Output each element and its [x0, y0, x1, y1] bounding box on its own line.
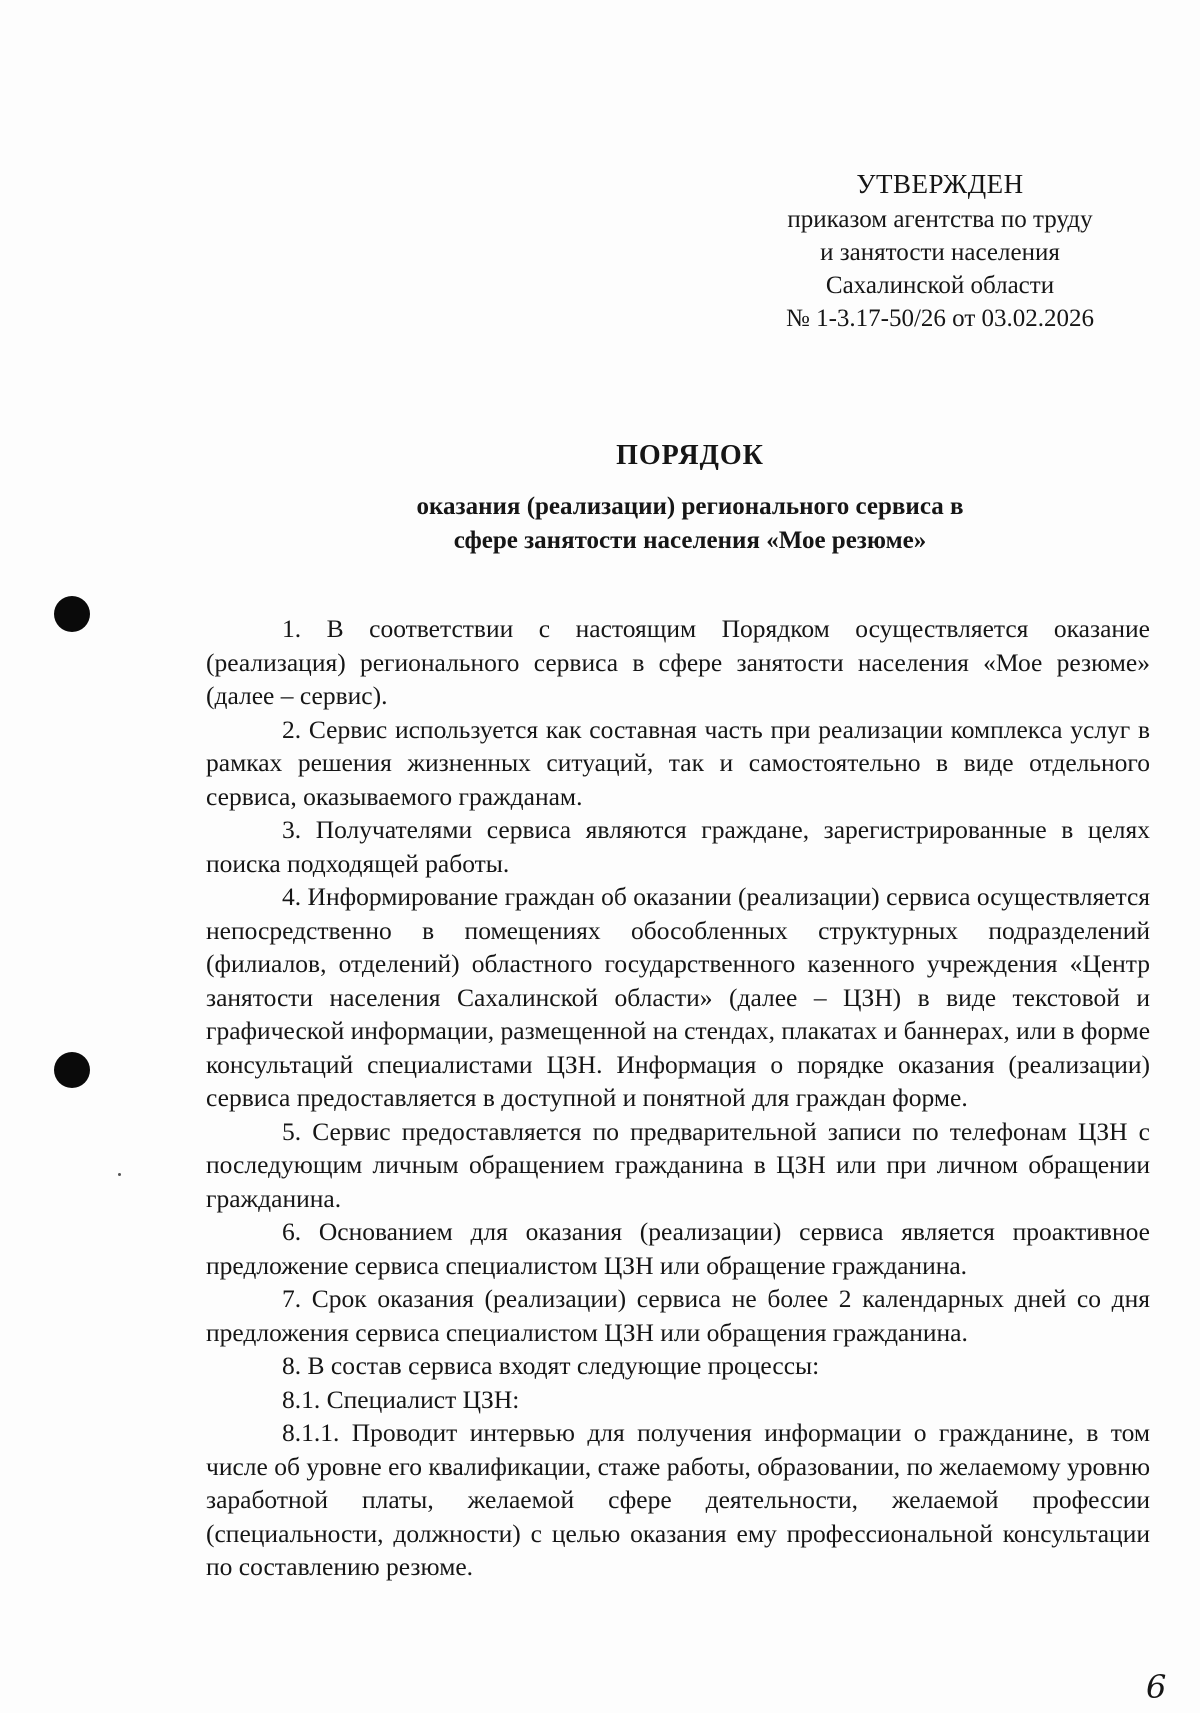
paragraph: 2. Сервис используется как составная часть при реализации комплекса услуг в рамках решения жизненных ситуаций, так и самостоятельно в виде отдельного сервиса, оказываемого гражданам. — [206, 714, 1150, 811]
approval-block — [720, 168, 1160, 335]
page-number: 6 — [1146, 1668, 1167, 1706]
approval-line: и занятости населения — [820, 239, 1060, 266]
paragraph: 3. Получателями сервиса являются граждане, зарегистрированные в целях поиска подходящей работы. — [206, 815, 1150, 878]
subtitle-line: оказания (реализации) регионального сервиса в — [416, 493, 964, 520]
paragraph: 8.1. Специалист ЦЗН: — [282, 1384, 520, 1414]
approval-line: Сахалинской области — [825, 272, 1055, 299]
paragraph: 4. Информирование граждан об оказании (реализации) сервиса осуществляется непосредственно в помещениях обособленных структурных подразделений (филиалов, отделений) областного государственного казенного учреждения «Центр занятости населения Сахалинской области» (далее – ЦЗН) в виде текстовой и графической информации, размещенной на стендах, плакатах и баннерах, или в форме консультаций специалистами ЦЗН. Информация о порядке оказания (реализации) сервиса предоставляется в доступной и понятной для граждан форме. — [206, 882, 1151, 1112]
document-subtitle — [300, 490, 1080, 558]
paragraph: 8.1.1. Проводит интервью для получения информации о гражданине, в том числе об уровне его квалификации, стаже работы, образовании, по желаемому уровню заработной платы, желаемой сфере деятельности, желаемой профессии (специальности, должности) с целью оказания ему профессиональной консультации по составлению резюме. — [206, 1418, 1150, 1581]
paragraph: 8. В состав сервиса входят следующие процессы: — [282, 1351, 820, 1380]
approval-order-number: № 1-3.17-50/26 от 03.02.2026 — [785, 305, 1095, 332]
document-title: ПОРЯДОК — [616, 440, 764, 471]
paragraph: 1. В соответствии с настоящим Порядком осуществляется оказание (реализация) регионального сервиса в сфере занятости населения «Мое резюме» (далее – сервис). — [206, 614, 1150, 710]
subtitle-line: сфере занятости населения «Мое резюме» — [453, 527, 927, 554]
punch-hole — [54, 596, 90, 632]
scan-speck — [118, 1173, 121, 1176]
approval-heading: УТВЕРЖДЕН — [856, 169, 1024, 199]
approval-line: приказом агентства по труду — [787, 206, 1093, 233]
paragraph: 6. Основанием для оказания (реализации) сервиса является проактивное предложение сервиса специалистом ЦЗН или обращение гражданина. — [206, 1217, 1150, 1280]
paragraph: 5. Сервис предоставляется по предварительной записи по телефонам ЦЗН с последующим личным обращением гражданина в ЦЗН или при личном обращении гражданина. — [206, 1116, 1150, 1213]
document-body — [206, 612, 1150, 1584]
punch-hole — [54, 1052, 90, 1088]
paragraph: 7. Срок оказания (реализации) сервиса не более 2 календарных дней со дня предложения сервиса специалистом ЦЗН или обращения гражданина. — [206, 1284, 1150, 1347]
